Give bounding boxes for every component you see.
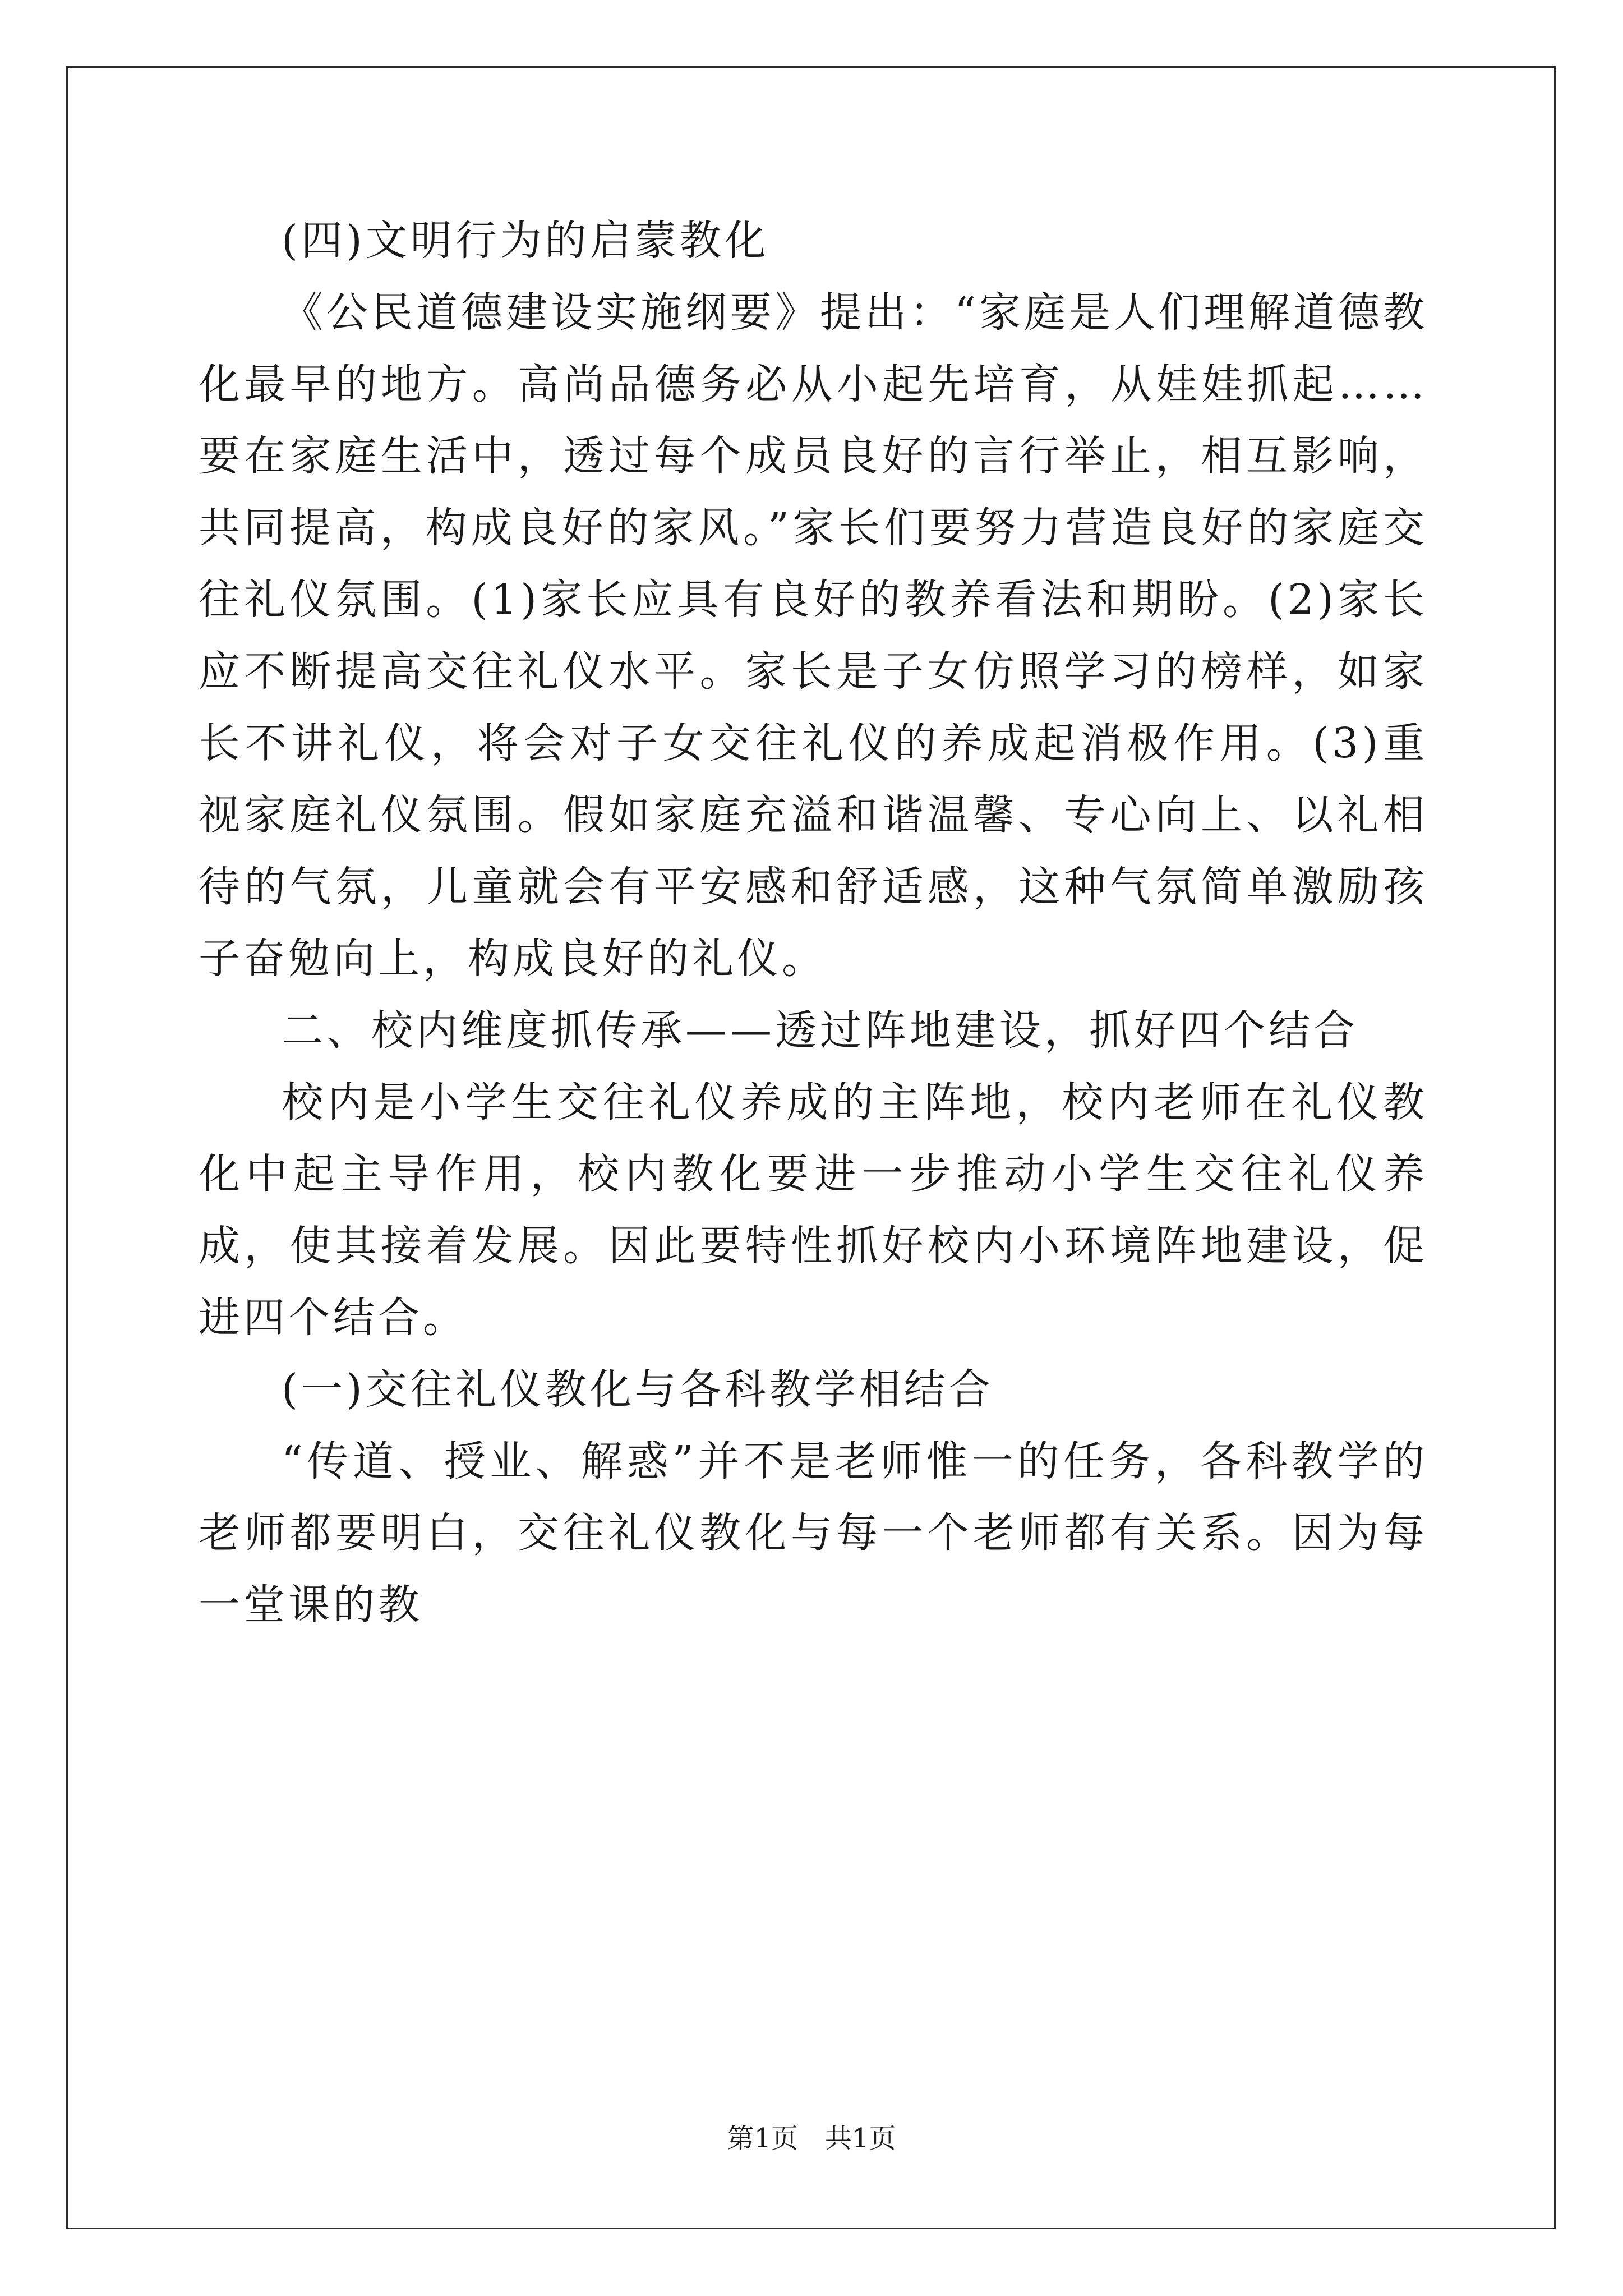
section-heading-1: (一)交往礼仪教化与各科教学相结合 [282,1365,994,1414]
paragraph-family-etiquette: 《公民道德建设实施纲要》提出：“家庭是人们理解道德教化最早的地方。高尚品德务必从小起先培育，从娃娃抓起……要在家庭生活中，透过每个成员良好的言行举止，相互影响，共同提高，构成良好的家风。”家长们要努力营造良好的家庭交往礼仪氛围。(1)家长应具有良好的教养看法和期盼。(2)家长应不断提高交往礼仪水平。家长是子女仿照学习的榜样，如家长不讲礼仪，将会对子女交往礼仪的养成起消极作用。(3)重视家庭礼仪氛围。假如家庭充溢和谐温馨、专心向上、以礼相待的气氛，儿童就会有平安感和舒适感，这种气氛简单激励孩子奋勉向上，构成良好的礼仪。 [199,288,1428,983]
page-number: 第1页 [727,2123,798,2154]
document-body [199,205,1428,1641]
page-footer [0,2116,1623,2155]
section-heading-school: 二、校内维度抓传承——透过阵地建设，抓好四个结合 [282,1006,1358,1055]
paragraph-teaching: “传道、授业、解惑”并不是老师惟一的任务，各科教学的老师都要明白，交往礼仪教化与每一个老师都有关系。因为每一堂课的教 [199,1437,1428,1629]
section-heading-4: (四)文明行为的启蒙教化 [282,217,769,265]
page-total: 共1页 [825,2123,896,2154]
paragraph-school-intro: 校内是小学生交往礼仪养成的主阵地，校内老师在礼仪教化中起主导作用，校内教化要进一步推动小学生交往礼仪养成，使其接着发展。因此要特性抓好校内小环境阵地建设，促进四个结合。 [199,1078,1428,1342]
